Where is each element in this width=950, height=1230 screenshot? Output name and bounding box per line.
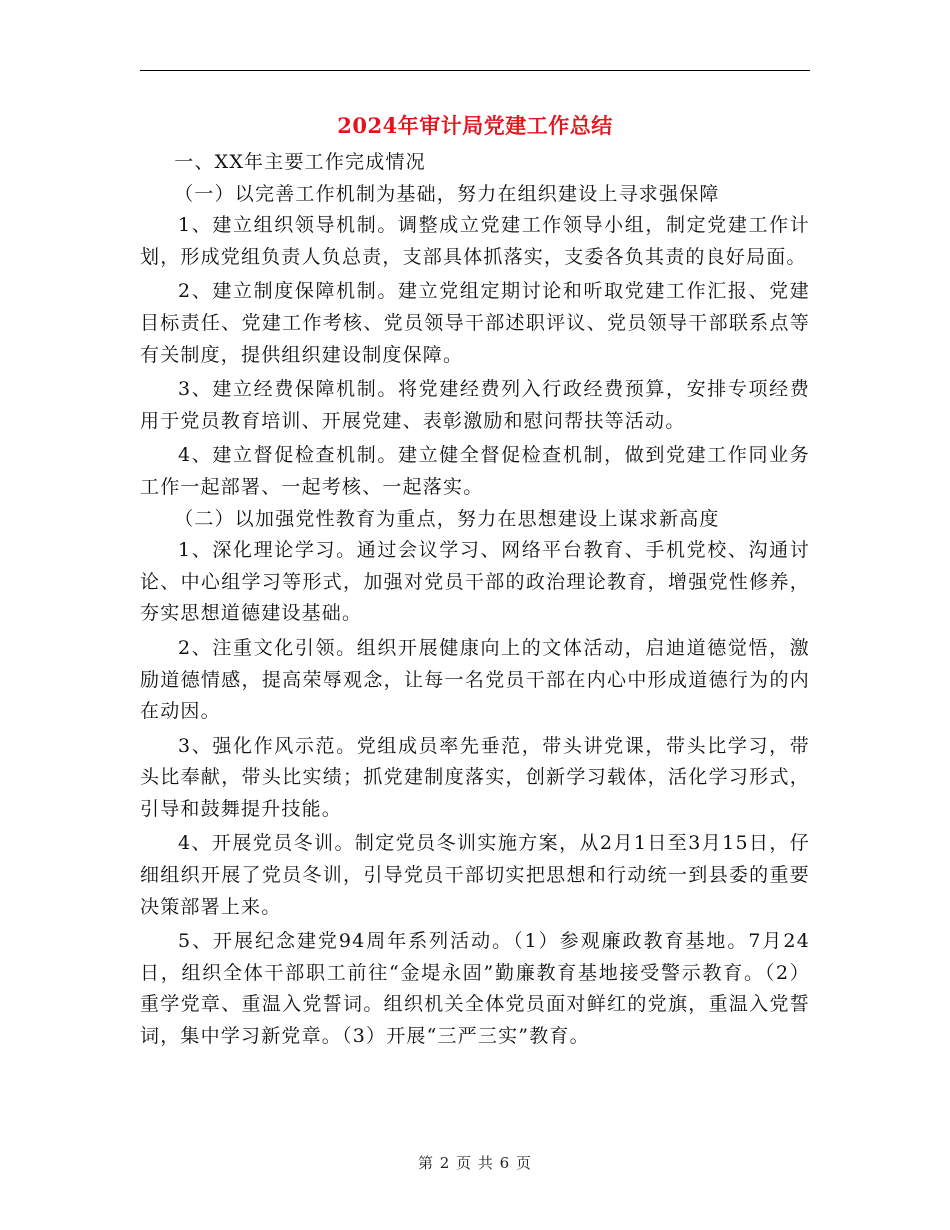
page-number: 第 2 页 共 6 页 [418,1154,532,1172]
subsection-heading: （二）以加强党性教育为重点，努力在思想建设上谋求新高度 [174,507,720,530]
paragraph: 5、开展纪念建党94周年系列活动。（1）参观廉政教育基地。7月24日，组织全体干部职工前往“金堤永固”勤廉教育基地接受警示教育。（2）重学党章、重温入党誓词。组织机关全体党员面对鲜红的党旗，重温入党誓词，集中学习新党章。（3）开展“三严三实”教育。 [140,930,810,1048]
document-body [140,147,810,1053]
paragraph: 1、建立组织领导机制。调整成立党建工作领导小组，制定党建工作计划，形成党组负责人负总责，支部具体抓落实，支委各负其责的良好局面。 [140,214,810,268]
paragraph: 2、注重文化引领。组织开展健康向上的文体活动，启迪道德觉悟，激励道德情感，提高荣辱观念，让每一名党员干部在内心中形成道德行为的内在动因。 [140,636,810,723]
paragraph: 4、建立督促检查机制。建立健全督促检查机制，做到党建工作同业务工作一起部署、一起考核、一起落实。 [140,444,810,498]
paragraph: 1、深化理论学习。通过会议学习、网络平台教育、手机党校、沟通讨论、中心组学习等形式，加强对党员干部的政治理论教育，增强党性修养，夯实思想道德建设基础。 [140,539,810,625]
section-heading: 一、XX年主要工作完成情况 [174,151,426,173]
subsection-heading: （一）以完善工作机制为基础，努力在组织建设上寻求强保障 [174,182,720,205]
paragraph: 2、建立制度保障机制。建立党组定期讨论和听取党建工作汇报、党建目标责任、党建工作考核、党员领导干部述职评议、党员领导干部联系点等有关制度，提供组织建设制度保障。 [140,280,810,366]
paragraph: 3、强化作风示范。党组成员率先垂范，带头讲党课，带头比学习，带头比奉献，带头比实绩；抓党建制度落实，创新学习载体，活化学习形式，引导和鼓舞提升技能。 [140,734,810,820]
document-title: 2024年审计局党建工作总结 [337,113,613,138]
paragraph: 3、建立经费保障机制。将党建经费列入行政经费预算，安排专项经费用于党员教育培训、开展党建、表彰激励和慰问帮扶等活动。 [140,378,810,432]
paragraph: 4、开展党员冬训。制定党员冬训实施方案，从2月1日至3月15日，仔细组织开展了党员冬训，引导党员干部切实把思想和行动统一到县委的重要决策部署上来。 [140,832,810,918]
header-rule [140,70,810,71]
